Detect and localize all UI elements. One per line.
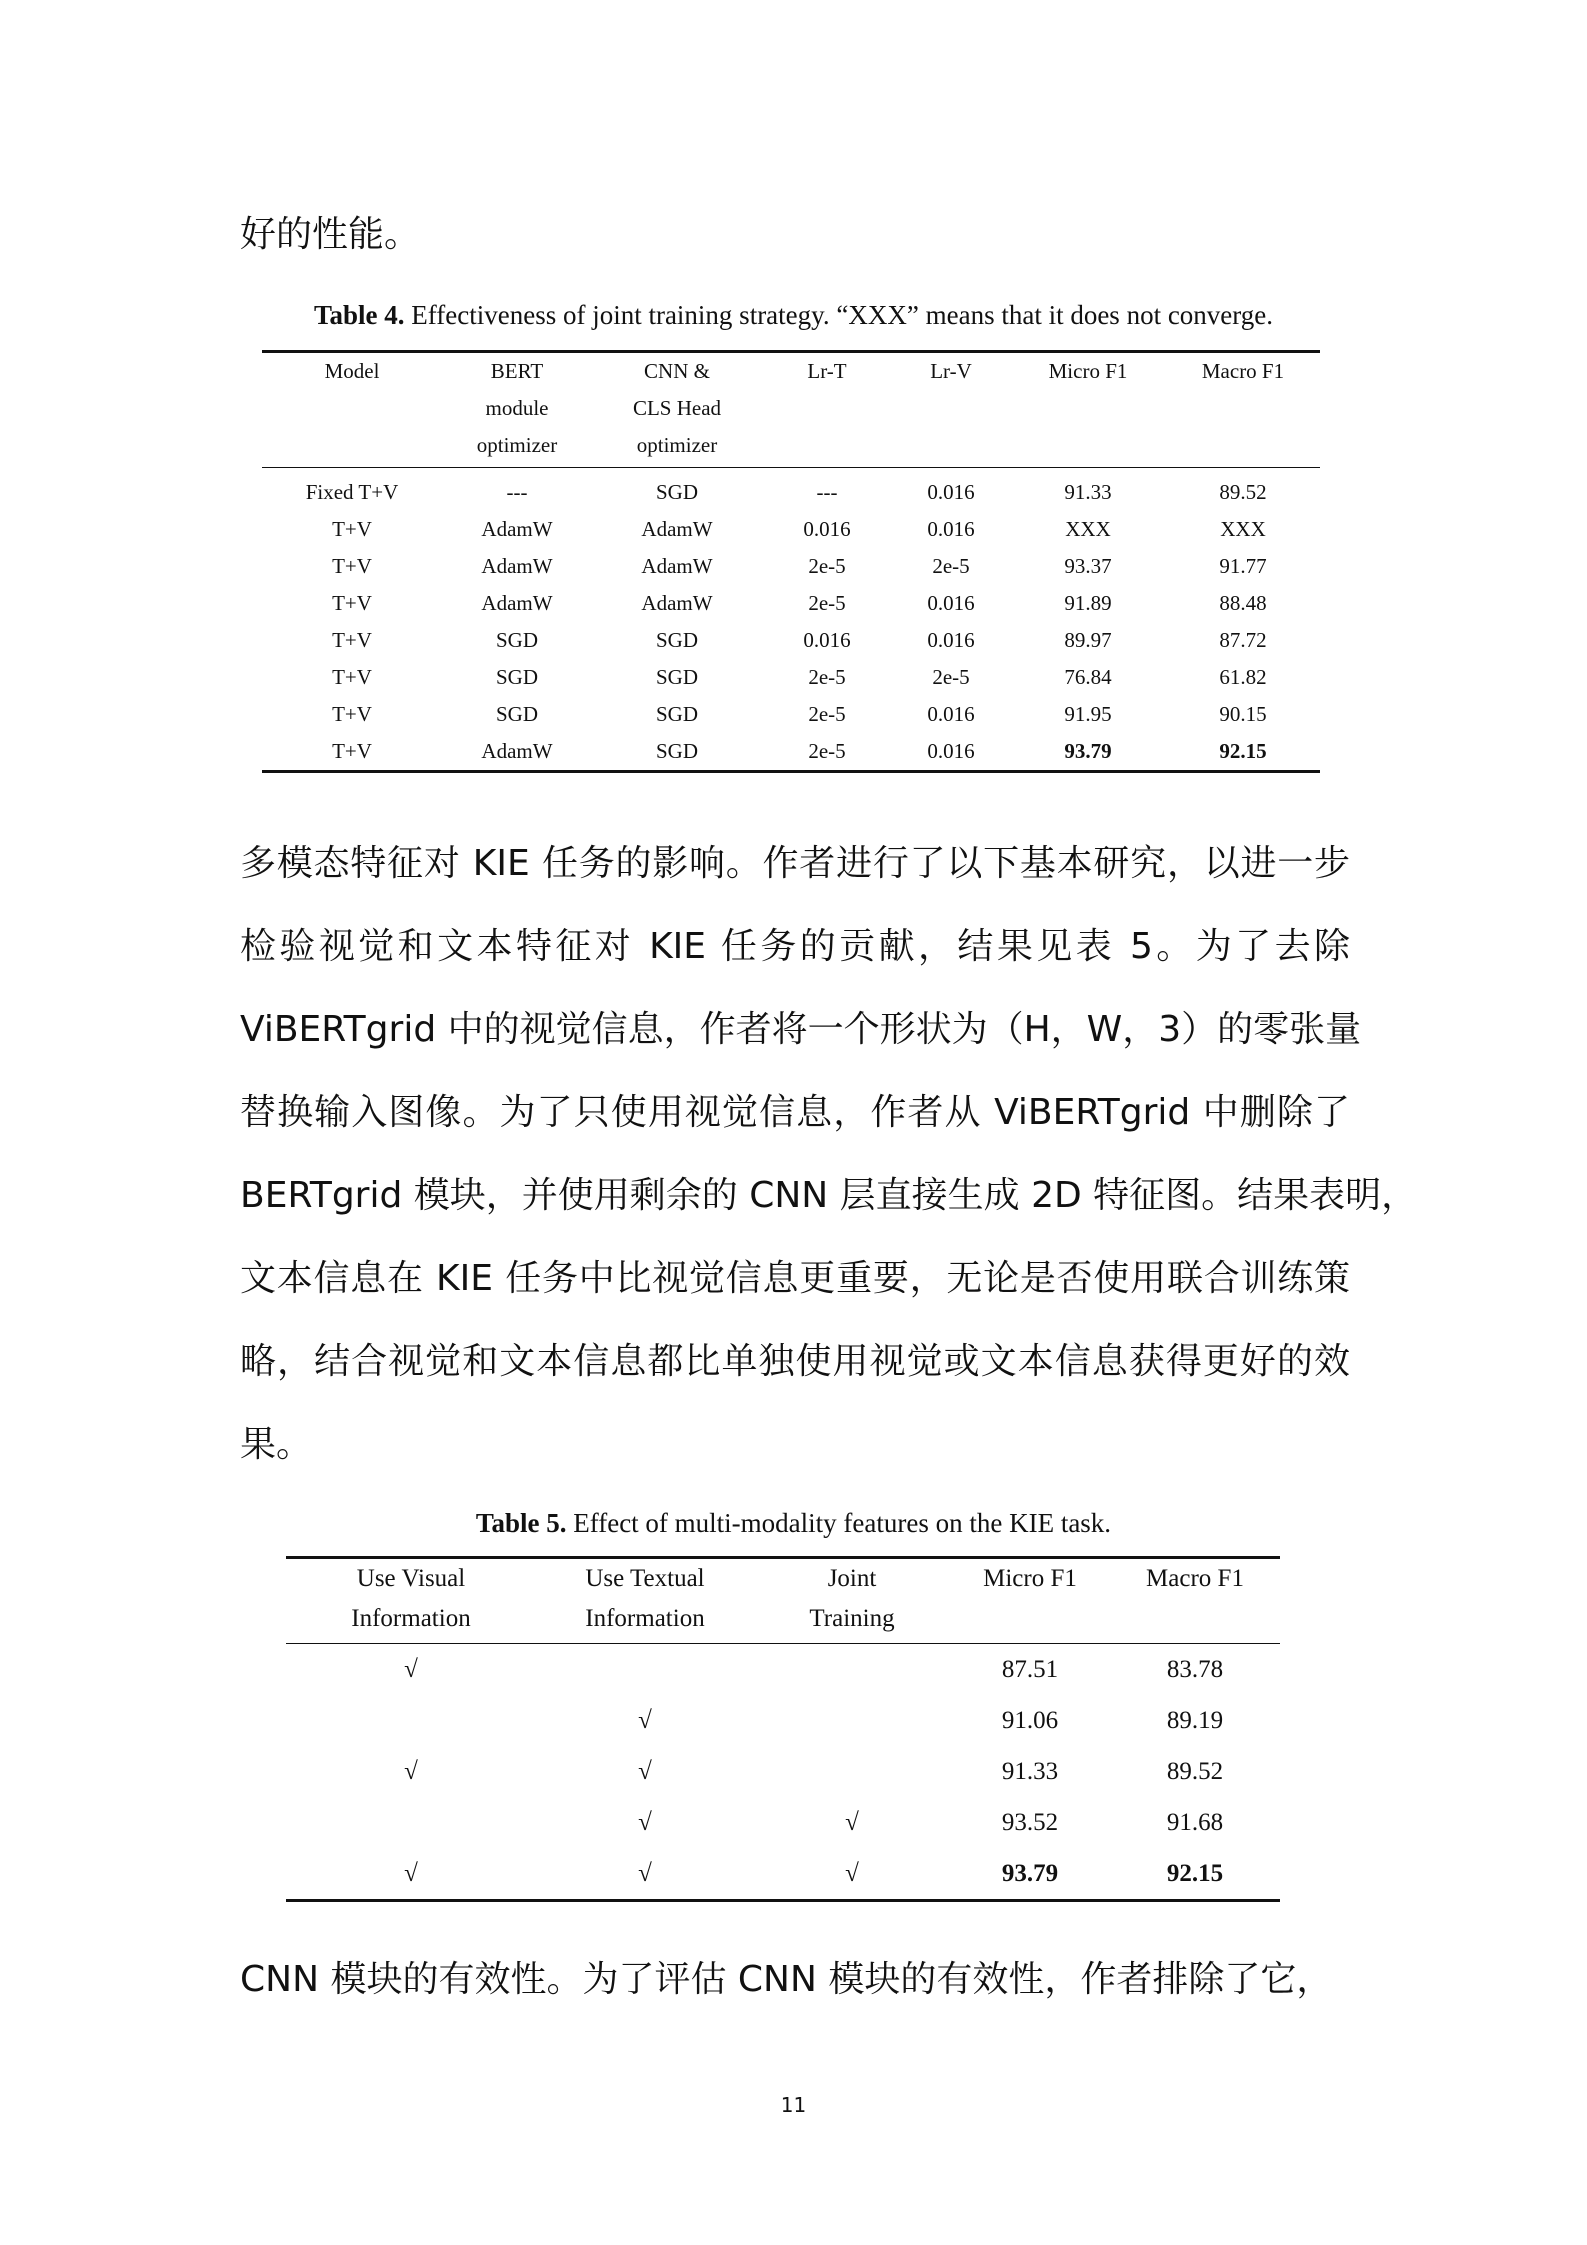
table-row: √ √ √ 93.79 92.15 [286, 1848, 1280, 1901]
table-row: T+V AdamW AdamW 2e-5 2e-5 93.37 91.77 [332, 554, 1267, 578]
paragraph-line: ViBERTgrid 中的视觉信息，作者将一个形状为（H，W，3）的零张量 [240, 1009, 1362, 1050]
table4-header-micro-f1: Micro F1 [1010, 352, 1166, 468]
table4-header-cnn-optimizer: CNN & CLS Head optimizer [592, 352, 762, 468]
table5-caption-label: Table 5. [475, 1508, 567, 1538]
table4-header-row [262, 352, 1320, 468]
table-row: T+V AdamW SGD 2e-5 0.016 93.79 92.15 [332, 739, 1267, 763]
check-mark-icon: √ [638, 1757, 652, 1785]
check-mark-icon: √ [404, 1655, 418, 1683]
table4-header-bert-optimizer: BERT module optimizer [442, 352, 592, 468]
table5-caption-text: Effect of multi-modality features on the KIE task. [566, 1508, 1112, 1538]
table4-header-model: Model [262, 352, 442, 468]
table4-header-macro-f1: Macro F1 [1166, 352, 1320, 468]
table4-header-lr-t: Lr-T [762, 352, 892, 468]
paragraph-top-line: 好的性能。 [240, 214, 421, 255]
table-row: T+V SGD SGD 2e-5 2e-5 76.84 61.82 [332, 665, 1267, 689]
paragraph-multimodal [240, 822, 1418, 1486]
table5-header-row [286, 1558, 1280, 1644]
table5-header-micro-f1: Micro F1 [950, 1558, 1110, 1644]
paragraph-line: 替换输入图像。为了只使用视觉信息，作者从 ViBERTgrid 中删除了 [240, 1092, 1350, 1133]
paragraph-cnn: CNN 模块的有效性。为了评估 CNN 模块的有效性，作者排除了它， [240, 1959, 1333, 2000]
check-mark-icon: √ [404, 1859, 418, 1887]
table-row: T+V AdamW AdamW 0.016 0.016 XXX XXX [332, 517, 1266, 541]
table5-header-joint: Joint Training [754, 1558, 950, 1644]
table-row: √ √ 93.52 91.68 [286, 1797, 1280, 1848]
paragraph-line: 文本信息在 KIE 任务中比视觉信息更重要，无论是否使用联合训练策 [240, 1258, 1350, 1299]
check-mark-icon: √ [404, 1757, 418, 1785]
table5-header-macro-f1: Macro F1 [1110, 1558, 1280, 1644]
table4-header-lr-v: Lr-V [892, 352, 1010, 468]
table4-caption [0, 300, 1587, 331]
table5 [286, 1556, 1280, 1902]
paragraph-line: BERTgrid 模块，并使用剩余的 CNN 层直接生成 2D 特征图。结果表明， [240, 1175, 1418, 1216]
table-row: T+V SGD SGD 2e-5 0.016 91.95 90.15 [332, 702, 1267, 726]
table-row: √ 91.06 89.19 [286, 1695, 1280, 1746]
table-row: √ √ 91.33 89.52 [286, 1746, 1280, 1797]
check-mark-icon: √ [845, 1859, 859, 1887]
table-row: Fixed T+V --- SGD --- 0.016 91.33 89.52 [305, 480, 1267, 504]
table-row: T+V SGD SGD 0.016 0.016 89.97 87.72 [332, 628, 1267, 652]
paragraph-line: 果。 [240, 1424, 313, 1465]
table4-caption-label: Table 4. [313, 300, 405, 330]
table4 [262, 350, 1320, 773]
table5-header-textual: Use Textual Information [536, 1558, 754, 1644]
page-number: 11 [780, 2093, 807, 2117]
check-mark-icon: √ [638, 1859, 652, 1887]
table5-header-visual: Use Visual Information [286, 1558, 536, 1644]
table-row: T+V AdamW AdamW 2e-5 0.016 91.89 88.48 [332, 591, 1267, 615]
paragraph-line: 多模态特征对 KIE 任务的影响。作者进行了以下基本研究，以进一步 [240, 843, 1350, 884]
table-row: √ 87.51 83.78 [286, 1644, 1280, 1696]
check-mark-icon: √ [638, 1808, 652, 1836]
paragraph-line: 检验视觉和文本特征对 KIE 任务的贡献，结果见表 5。为了去除 [240, 926, 1350, 967]
check-mark-icon: √ [845, 1808, 859, 1836]
table4-caption-text: Effectiveness of joint training strategy. “XXX” means that it does not converge. [404, 300, 1274, 330]
paragraph-line: 略，结合视觉和文本信息都比单独使用视觉或文本信息获得更好的效 [240, 1341, 1350, 1382]
check-mark-icon: √ [638, 1706, 652, 1734]
table5-caption [0, 1508, 1587, 1539]
